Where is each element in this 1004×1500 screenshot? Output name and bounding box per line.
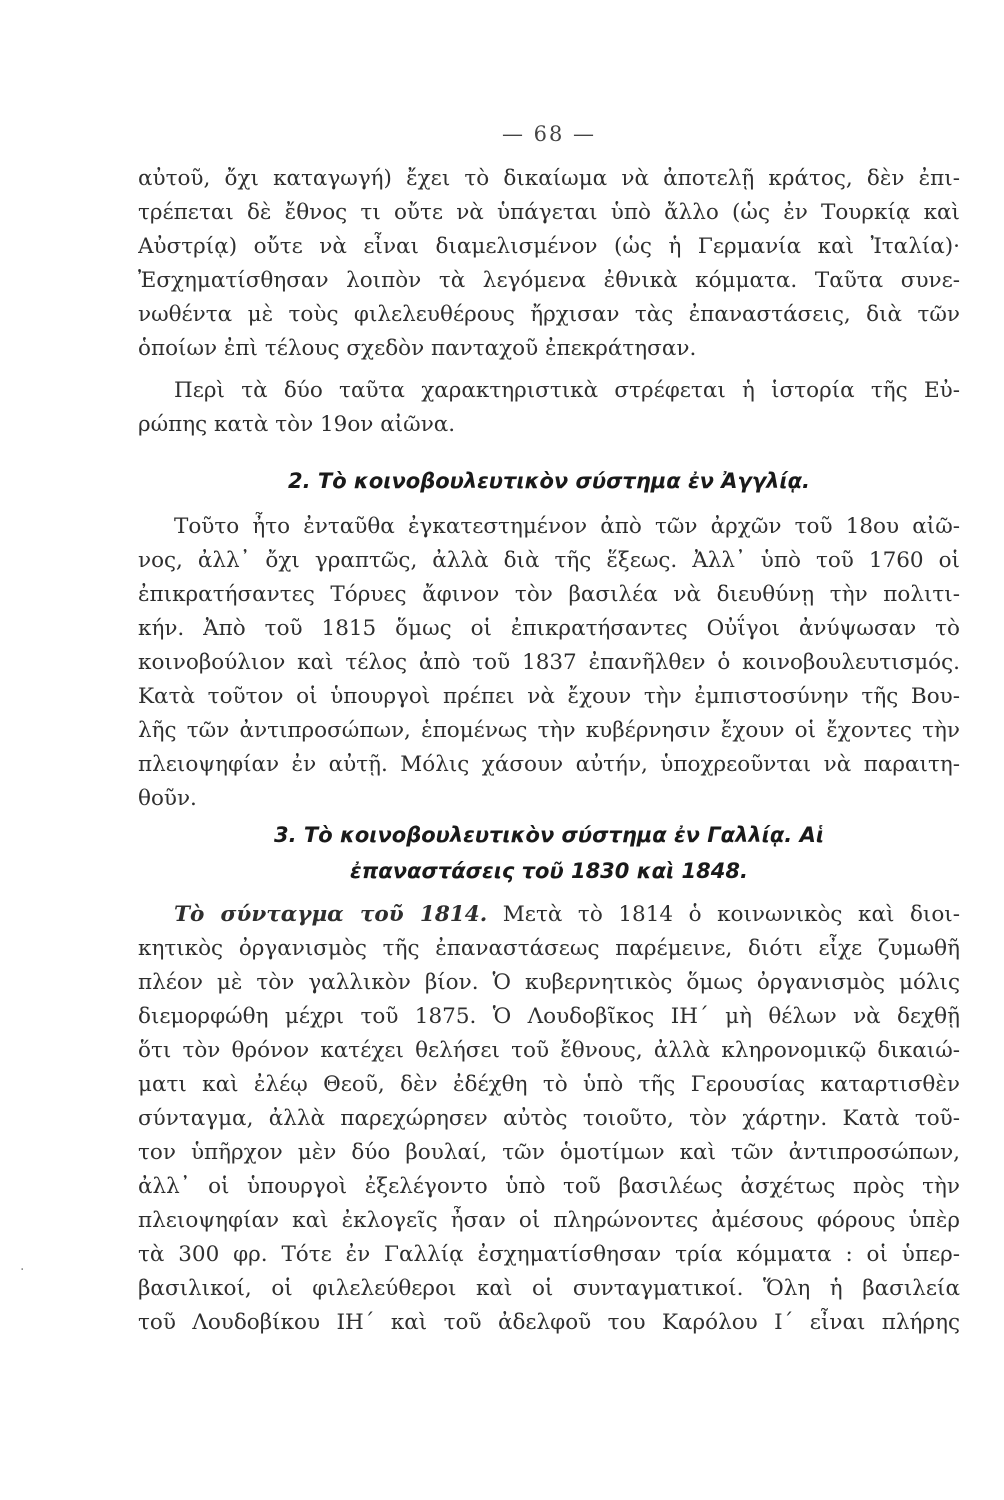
text-line: ματι καὶ ἐλέῳ Θεοῦ, δὲν ἐδέχθη τὸ ὑπὸ τῆς Γερουσίας καταρτισθὲν xyxy=(138,1072,960,1097)
text-line: ἐπικρατήσαντες Τόρυες ἄφινον τὸν βασιλέα νὰ διευθύνῃ τὴν πολιτι- xyxy=(138,582,960,607)
text-line: τοῦ Λουδοβίκου ΙΗ΄ καὶ τοῦ ἀδελφοῦ του Καρόλου Ι΄ εἶναι πλήρης xyxy=(138,1310,960,1335)
section-heading-3-cont: ἐπαναστάσεις τοῦ 1830 καὶ 1848. xyxy=(350,859,748,883)
text-line: πλειοψηφίαν ἐν αὐτῇ. Μόλις χάσουν αὐτήν, ὑποχρεοῦνται νὰ παραιτη- xyxy=(138,752,960,777)
text-line: θοῦν. xyxy=(138,786,197,811)
text-line: Αὐστρίᾳ) οὔτε νὰ εἶναι διαμελισμένον (ὡς ἡ Γερμανία καὶ Ἰταλία)· xyxy=(138,234,960,259)
text-line: Περὶ τὰ δύο ταῦτα χαρακτηριστικὰ στρέφεται ἡ ἱστορία τῆς Εὐ- xyxy=(174,378,960,403)
text-line: πλειοψηφίαν καὶ ἐκλογεῖς ἦσαν οἱ πληρώνοντες ἀμέσους φόρους ὑπὲρ xyxy=(138,1208,960,1233)
text-line: τον ὑπῆρχον μὲν δύο βουλαί, τῶν ὁμοτίμων καὶ τῶν ἀντιπροσώπων, xyxy=(138,1140,960,1165)
text-run: Μετὰ τὸ 1814 ὁ κοινωνικὸς καὶ διοι- xyxy=(502,902,960,927)
subsection-lead: Τὸ σύνταγμα τοῦ 1814. xyxy=(174,902,488,927)
text-line: αὐτοῦ, ὄχι καταγωγή) ἔχει τὸ δικαίωμα νὰ ἀποτελῇ κράτος, δὲν ἐπι- xyxy=(138,166,960,191)
text-line: Τοῦτο ἦτο ἐνταῦθα ἐγκατεστημένον ἀπὸ τῶν ἀρχῶν τοῦ 18ου αἰῶ- xyxy=(174,514,960,539)
text-line: λῆς τῶν ἀντιπροσώπων, ἑπομένως τὴν κυβέρνησιν ἔχουν οἱ ἔχοντες τὴν xyxy=(138,718,960,743)
text-line: κοινοβούλιον καὶ τέλος ἀπὸ τοῦ 1837 ἐπανῆλθεν ὁ κοινοβουλευτισμός. xyxy=(138,650,960,675)
page-number: — 68 — xyxy=(501,122,597,146)
text-line: Ἐσχηματίσθησαν λοιπὸν τὰ λεγόμενα ἐθνικὰ κόμματα. Ταῦτα συνε- xyxy=(138,268,960,293)
section-heading-2: 2. Τὸ κοινοβουλευτικὸν σύστημα ἐν Ἀγγλίᾳ. xyxy=(287,469,811,493)
text-line: νωθέντα μὲ τοὺς φιλελευθέρους ἤρχισαν τὰς ἐπαναστάσεις, διὰ τῶν xyxy=(138,302,960,327)
text-line xyxy=(138,900,960,930)
text-line: ρώπης κατὰ τὸν 19ον αἰῶνα. xyxy=(138,412,456,437)
document-page xyxy=(138,0,960,1500)
text-line: ὁποίων ἐπὶ τέλους σχεδὸν πανταχοῦ ἐπεκράτησαν. xyxy=(138,336,697,361)
text-line: σύνταγμα, ἀλλὰ παρεχώρησεν αὐτὸς τοιοῦτο, τὸν χάρτην. Κατὰ τοῦ- xyxy=(138,1106,960,1131)
text-line: τὰ 300 φρ. Τότε ἐν Γαλλίᾳ ἐσχηματίσθησαν τρία κόμματα : οἱ ὑπερ- xyxy=(138,1242,960,1267)
text-line: νος, ἀλλ᾽ ὄχι γραπτῶς, ἀλλὰ διὰ τῆς ἕξεως. Ἀλλ᾽ ὑπὸ τοῦ 1760 οἱ xyxy=(138,548,960,573)
text-line: Κατὰ τοῦτον οἱ ὑπουργοὶ πρέπει νὰ ἔχουν τὴν ἐμπιστοσύνην τῆς Βου- xyxy=(138,684,960,709)
text-line: κητικὸς ὀργανισμὸς τῆς ἐπαναστάσεως παρέμεινε, διότι εἶχε ζυμωθῆ xyxy=(138,936,960,961)
section-heading-3: 3. Τὸ κοινοβουλευτικὸν σύστημα ἐν Γαλλίᾳ. Αἱ xyxy=(273,823,825,847)
text-line: ὅτι τὸν θρόνον κατέχει θελήσει τοῦ ἔθνους, ἀλλὰ κληρονομικῷ δικαιώ- xyxy=(138,1038,960,1063)
text-line: βασιλικοί, οἱ φιλελεύθεροι καὶ οἱ συνταγματικοί. Ὅλη ἡ βασιλεία xyxy=(138,1276,960,1301)
text-line: πλέον μὲ τὸν γαλλικὸν βίον. Ὁ κυβερνητικὸς ὅμως ὀργανισμὸς μόλις xyxy=(138,970,960,995)
text-line: ἀλλ᾽ οἱ ὑπουργοὶ ἐξελέγοντο ὑπὸ τοῦ βασιλέως ἀσχέτως πρὸς τὴν xyxy=(138,1174,960,1199)
text-line: διεμορφώθη μέχρι τοῦ 1875. Ὁ Λουδοβῖκος ΙΗ΄ μὴ θέλων νὰ δεχθῇ xyxy=(138,1004,960,1029)
text-line: κήν. Ἀπὸ τοῦ 1815 ὅμως οἱ ἐπικρατήσαντες Οὐΐγοι ἀνύψωσαν τὸ xyxy=(138,616,960,641)
text-line: τρέπεται δὲ ἔθνος τι οὔτε νὰ ὑπάγεται ὑπὸ ἄλλο (ὡς ἐν Τουρκίᾳ καὶ xyxy=(138,200,960,225)
margin-mark: · xyxy=(20,1262,25,1278)
